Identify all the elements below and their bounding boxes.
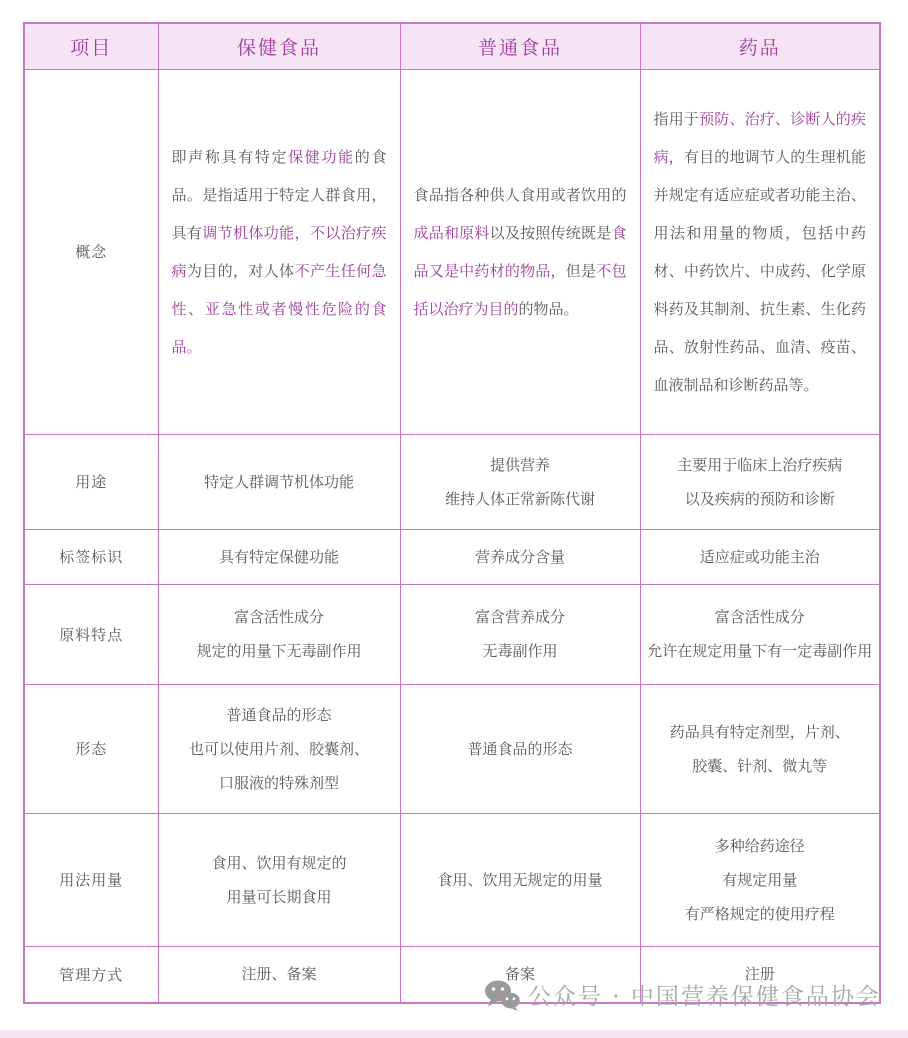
cell-regulation-drug: 注册 [640, 946, 880, 1003]
cell-usage-health-food: 特定人群调节机体功能 [158, 434, 400, 529]
row-label-labeling: 标签标识 [24, 529, 158, 584]
cell-concept-health-food: 即声称具有特定保健功能的食品。是指适用于特定人群食用，具有调节机体功能，不以治疗疾病为目的，对人体不产生任何急性、亚急性或者慢性危险的食品。 [158, 69, 400, 434]
header-item-category: 项目 [24, 23, 158, 69]
cell-concept-general-food: 食品指各种供人食用或者饮用的成品和原料以及按照传统既是食品又是中药材的物品，但是不包括以治疗为目的的物品。 [400, 69, 640, 434]
row-label-form: 形态 [24, 684, 158, 813]
row-label-usage: 用途 [24, 434, 158, 529]
row-usage [24, 434, 880, 529]
watermark [484, 978, 881, 1011]
cell-ingredients-general-food: 富含营养成分 无毒副作用 [400, 584, 640, 684]
row-labeling [24, 529, 880, 584]
cell-usage-general-food: 提供营养 维持人体正常新陈代谢 [400, 434, 640, 529]
bottom-strip [0, 1030, 908, 1038]
cell-labeling-general-food: 营养成分含量 [400, 529, 640, 584]
row-label-concept: 概念 [24, 69, 158, 434]
cell-regulation-general-food: 备案 [400, 946, 640, 1003]
cell-concept-drug: 指用于预防、治疗、诊断人的疾病，有目的地调节人的生理机能并规定有适应症或者功能主治、用法和用量的物质，包括中药材、中药饮片、中成药、化学原料药及其制剂、抗生素、生化药品、放射性药品、血清、疫苗、血液制品和诊断药品等。 [640, 69, 880, 434]
header-item-general-food: 普通食品 [400, 23, 640, 69]
row-label-regulation: 管理方式 [24, 946, 158, 1003]
cell-ingredients-drug: 富含活性成分 允许在规定用量下有一定毒副作用 [640, 584, 880, 684]
cell-dosage-general-food: 食用、饮用无规定的用量 [400, 813, 640, 946]
row-dosage [24, 813, 880, 946]
cell-form-drug: 药品具有特定剂型，片剂、 胶囊、针剂、微丸等 [640, 684, 880, 813]
cell-form-health-food: 普通食品的形态 也可以使用片剂、胶囊剂、 口服液的特殊剂型 [158, 684, 400, 813]
cell-dosage-drug: 多种给药途径 有规定用量 有严格规定的使用疗程 [640, 813, 880, 946]
row-label-dosage: 用法用量 [24, 813, 158, 946]
cell-usage-drug: 主要用于临床上治疗疾病 以及疾病的预防和诊断 [640, 434, 880, 529]
watermark-text: 公众号 · 中国营养保健食品协会 [528, 984, 881, 1010]
header-row [24, 23, 880, 69]
header-item-health-food: 保健食品 [158, 23, 400, 69]
row-form [24, 684, 880, 813]
wechat-icon [484, 979, 520, 1011]
row-ingredients [24, 584, 880, 684]
cell-form-general-food: 普通食品的形态 [400, 684, 640, 813]
cell-regulation-health-food: 注册、备案 [158, 946, 400, 1003]
header-item-drug: 药品 [640, 23, 880, 69]
cell-labeling-health-food: 具有特定保健功能 [158, 529, 400, 584]
cell-labeling-drug: 适应症或功能主治 [640, 529, 880, 584]
cell-dosage-health-food: 食用、饮用有规定的 用量可长期食用 [158, 813, 400, 946]
row-concept [24, 69, 880, 434]
cell-ingredients-health-food: 富含活性成分 规定的用量下无毒副作用 [158, 584, 400, 684]
row-label-ingredients: 原料特点 [24, 584, 158, 684]
comparison-table [23, 22, 881, 1004]
